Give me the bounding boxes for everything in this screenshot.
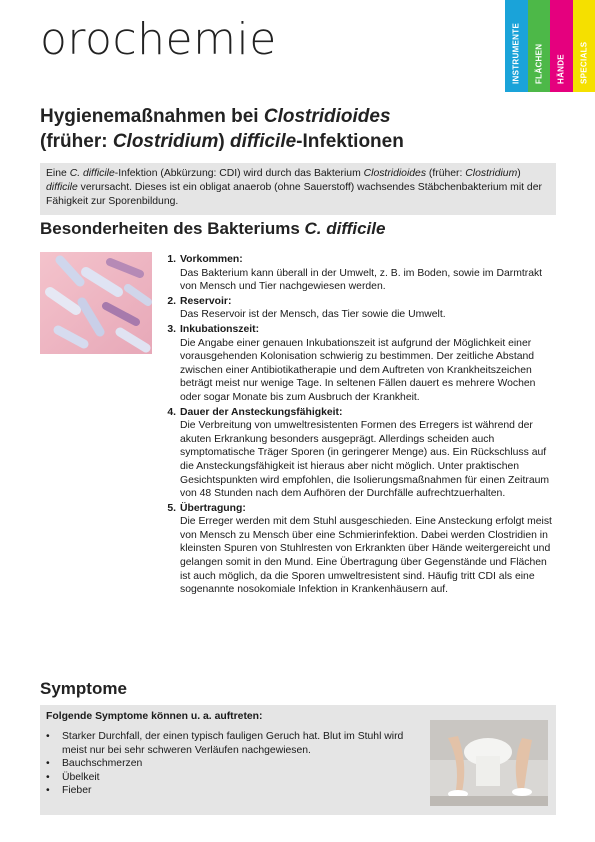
tab-label: SPECIALS — [579, 41, 589, 84]
tab-flaechen[interactable] — [528, 0, 551, 92]
list-item — [158, 502, 552, 597]
bacterium-facts-list — [158, 253, 552, 598]
bullet-icon: • — [46, 758, 50, 770]
title-text: ) — [218, 131, 230, 152]
tab-label: HÄNDE — [556, 54, 566, 84]
item-heading: Vorkommen: — [180, 254, 243, 265]
intro-italic: Clostridium — [465, 168, 518, 179]
item-text: Die Verbreitung von umweltresistenten Formen des Erregers ist während der akuten Erkrankung besonders ausgeprägt. Allerdings scheiden auch symptomatische Träger Sporen (in geringerer Menge) aus. Ein Rückschluss auf die Ansteckungsfähigkeit ist hieraus aber nicht möglich. Unter praktischen Gesichtspunkten wird empfohlen, die Isolierungsmaßnahmen für einen Zeitraum von 48 Stunden nach dem Aufhören der Durchfälle aufrechtzuerhalten. — [180, 420, 550, 500]
list-item — [46, 784, 406, 798]
intro-text: ) — [517, 168, 521, 179]
item-text: Das Reservoir ist der Mensch, das Tier sowie die Umwelt. — [180, 309, 446, 321]
item-text: Die Erreger werden mit dem Stuhl ausgeschieden. Eine Ansteckung erfolgt meist von Mensch zu Mensch über eine Schmierinfektion. Dabei werden Clostridien in kleinsten Spuren von Stuhlresten von Erkrankten über Hände weitergereicht und gelangen somit in den Mund. Eine Übertragung über Gegenstände und Flächen ist auch möglich, da die Sporen umweltresistent sind. Häufig tritt CDI als eine sogenannte nosokomiale Infektion in Krankenhäusern auf. — [180, 516, 552, 596]
title-text: (früher: — [40, 131, 113, 152]
title-italic: difficile — [230, 131, 297, 152]
item-heading: Dauer der Ansteckungsfähigkeit: — [180, 406, 343, 418]
title-italic: Clostridium — [112, 131, 219, 152]
tab-label: FLÄCHEN — [534, 43, 544, 84]
symptom-text: Starker Durchfall, der einen typisch fauligen Geruch hat. Blut im Stuhl wird meist nur bei sehr schweren Verläufen nachgewiesen. — [62, 731, 404, 756]
list-item — [158, 295, 552, 322]
intro-text: verursacht. Dieses ist ein obligat anaerob (ohne Sauerstoff) wachsendes Stäbchenbakterium mit der Fähigkeit zur Sporenbildung. — [46, 182, 542, 207]
tab-instrumente[interactable] — [505, 0, 528, 92]
intro-text: Eine — [46, 168, 70, 179]
list-item — [46, 730, 406, 757]
symptom-text: Fieber — [62, 785, 92, 797]
item-heading: Reservoir: — [180, 295, 232, 307]
tab-label: INSTRUMENTE — [511, 22, 521, 84]
symptom-text: Übelkeit — [62, 771, 100, 783]
symptoms-list — [46, 730, 406, 798]
intro-text: (früher: — [426, 168, 466, 179]
tab-haende[interactable] — [550, 0, 573, 92]
item-number: 1. — [167, 254, 176, 265]
toilet-photo-illustration — [430, 720, 548, 806]
bullet-icon: • — [46, 731, 50, 742]
item-text: Die Angabe einer genauen Inkubationszeit ist aufgrund der Möglichkeit einer vorausgehenden Kolonisation schwierig zu bestimmen. Der zeitliche Abstand zwischen einer Antibiotikatherapie und dem Auftreten von Krankheitszeichen beträgt meist nur wenige Tage. In seltenen Fällen dauert es mehrere Wochen oder sogar Monate bis zum Ausbruch der Krankheit. — [180, 337, 536, 403]
bullet-icon: • — [46, 771, 50, 783]
intro-text: -Infektion (Abkürzung: CDI) wird durch das Bakterium — [114, 168, 364, 179]
list-item — [46, 771, 406, 785]
section-heading-bacterium — [40, 219, 385, 239]
item-heading: Übertragung: — [180, 502, 246, 514]
intro-box — [40, 163, 556, 215]
bullet-icon: • — [46, 785, 50, 797]
item-number: 4. — [167, 406, 176, 418]
page-title — [40, 104, 540, 154]
title-italic: Clostridioides — [263, 106, 391, 127]
heading-text: Besonderheiten des Bakteriums — [40, 219, 305, 238]
title-text: Hygienemaßnahmen bei — [40, 106, 264, 127]
item-number: 2. — [167, 295, 176, 307]
section-heading-symptoms: Symptome — [40, 679, 127, 698]
list-item — [158, 253, 552, 294]
symptoms-intro: Folgende Symptome können u. a. auftreten: — [46, 711, 263, 722]
item-number: 5. — [167, 502, 176, 514]
item-text: Das Bakterium kann überall in der Umwelt, z. B. im Boden, sowie im Darmtrakt von Mensch und Tier nachgewiesen werden. — [180, 267, 543, 293]
category-tabs — [505, 0, 595, 92]
title-text: -Infektionen — [296, 131, 404, 152]
heading-italic: C. difficile — [304, 219, 386, 238]
intro-italic: Clostridioides — [363, 168, 427, 179]
bacteria-illustration — [40, 252, 152, 354]
item-heading: Inkubationszeit: — [180, 323, 260, 335]
bacteria-image — [40, 252, 152, 354]
symptom-text: Bauchschmerzen — [62, 758, 143, 770]
list-item — [158, 323, 552, 405]
toilet-photo — [430, 720, 548, 806]
brand-logo: orochemie — [40, 14, 277, 65]
list-item — [158, 406, 552, 501]
tab-specials[interactable] — [573, 0, 595, 92]
intro-italic: difficile — [46, 182, 78, 193]
list-item — [46, 757, 406, 771]
intro-italic: C. difficile — [69, 168, 115, 179]
item-number: 3. — [167, 323, 176, 335]
